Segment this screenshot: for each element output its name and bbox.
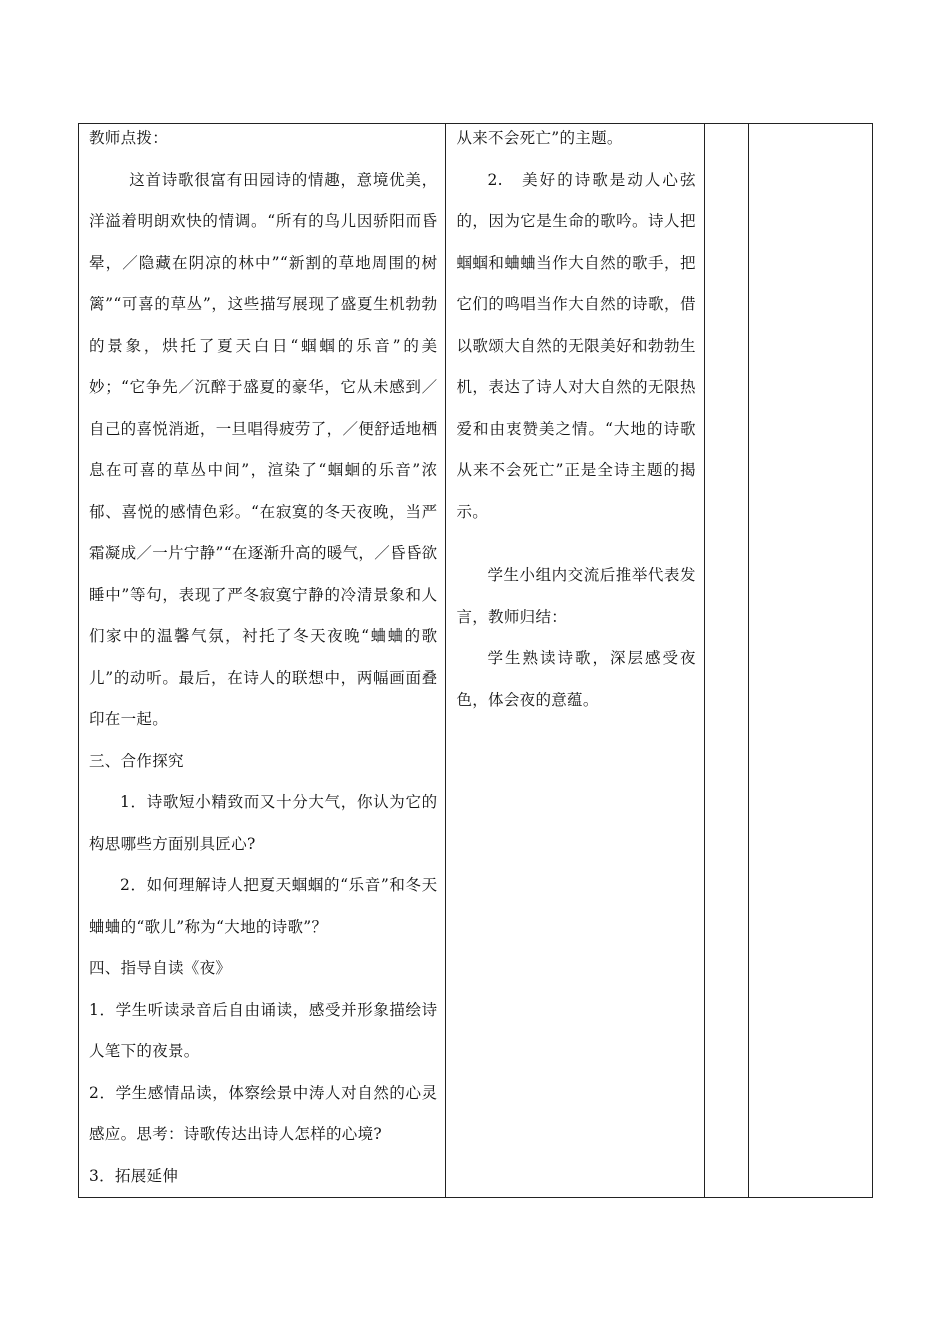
- empty-cell-narrow: [704, 124, 748, 1198]
- inquiry-question-1: 1．诗歌短小精致而又十分大气，你认为它的构思哪些方面别具匠心?: [89, 793, 438, 853]
- section-guided-reading-title: 四、指导自读《夜》: [89, 959, 232, 977]
- empty-cell-notes: [748, 124, 872, 1198]
- reading-step-1: 1．学生听读录音后自由诵读，感受并形象描绘诗人笔下的夜景。: [89, 1000, 438, 1060]
- theme-continuation: 从来不会死亡”的主题。: [456, 129, 623, 147]
- student-reading-paragraph: 学生熟读诗歌，深层感受夜色，体会夜的意蕴。: [456, 649, 696, 709]
- reading-step-3: 3．拓展延伸: [89, 1166, 179, 1185]
- table-row: [79, 124, 873, 1198]
- teaching-content-cell: [79, 124, 446, 1198]
- lesson-table: [78, 123, 873, 1198]
- student-activity-cell: [446, 124, 704, 1198]
- poem-analysis-paragraph: 这首诗歌很富有田园诗的情趣，意境优美，洋溢着明朗欢快的情调。“所有的鸟儿因骄阳而昏晕，／隐藏在阴凉的林中”“新割的草地周围的树篱”“可喜的草丛”，这些描写展现了盛夏生机勃勃的景象，烘托了夏天白日“蝈蝈的乐音”的美妙；“它争先／沉醉于盛夏的豪华，它从未感到／自己的喜悦消逝，一旦唱得疲劳了，／便舒适地栖息在可喜的草丛中间”，渲染了“蝈蛔的乐音”浓郁、喜悦的感情色彩。“在寂寞的冬天夜晚，当严霜凝成／一片宁静”“在逐渐升高的暖气，／昏昏欲睡中”等句，表现了严冬寂寞宁静的冷清景象和人们家中的温馨气氛，衬托了冬天夜晚“蛐蛐的歌儿”的动听。最后，在诗人的联想中，两幅画面叠印在一起。: [89, 170, 438, 728]
- section-cooperative-inquiry-title: 三、合作探究: [89, 751, 184, 770]
- teacher-guidance-heading: 教师点拨：: [89, 129, 169, 147]
- spacer: [456, 533, 695, 555]
- inquiry-question-2: 2．如何理解诗人把夏天蝈蝈的“乐音”和冬天蛐蛐的“歌儿”称为“大地的诗歌”？: [89, 876, 438, 936]
- answer-paragraph-2: 2. 美好的诗歌是动人心弦的，因为它是生命的歌吟。诗人把蝈蝈和蛐蛐当作大自然的歌手，把它们的鸣唱当作大自然的诗歌，借以歌颂大自然的无限美好和勃勃生机，表达了诗人对大自然的无限热爱和由衷赞美之情。“大地的诗歌从来不会死亡”正是全诗主题的揭示。: [456, 170, 696, 521]
- reading-step-2: 2．学生感情品读，体察绘景中涛人对自然的心灵感应。思考：诗歌传达出诗人怎样的心境?: [89, 1083, 438, 1143]
- group-discussion-paragraph: 学生小组内交流后推举代表发言，教师归结：: [456, 566, 696, 626]
